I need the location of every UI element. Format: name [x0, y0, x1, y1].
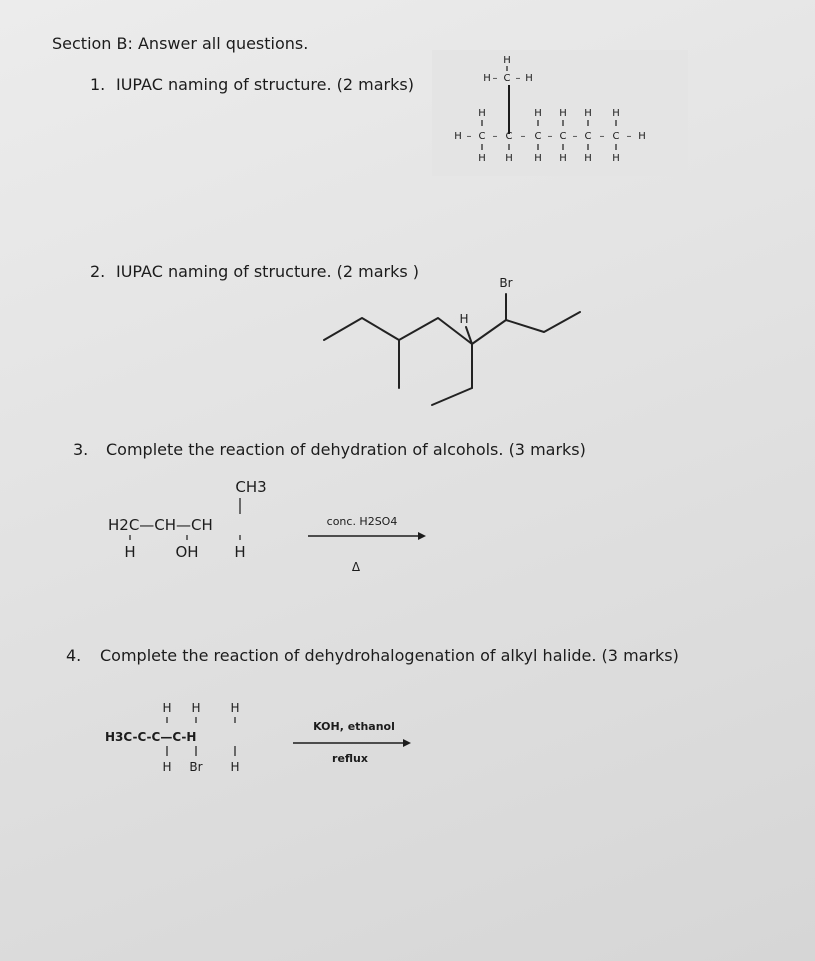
atom-h: H — [483, 73, 491, 84]
bottom-h: H — [162, 760, 172, 774]
bond-dash: – — [492, 131, 498, 142]
bond-dash: – — [492, 73, 498, 84]
question-4-reaction — [95, 696, 425, 796]
atom-c: C — [503, 73, 511, 84]
question-3-reaction — [100, 470, 440, 580]
bond-dash: – — [547, 131, 553, 142]
alcohol-chain: H2C—CH—CH — [108, 516, 213, 534]
atom-h: H — [638, 131, 646, 142]
arrow-head-icon — [403, 739, 411, 747]
question-1-text: IUPAC naming of structure. (2 marks) — [116, 75, 414, 94]
atom-h: H — [534, 108, 542, 119]
atom-h: H — [612, 108, 620, 119]
top-h: H — [162, 701, 172, 715]
h-label: H — [459, 312, 469, 326]
atom-h: H — [612, 153, 620, 164]
arrow-head-icon — [418, 532, 426, 540]
atom-h: H — [559, 153, 567, 164]
atom-h: H — [503, 55, 511, 66]
atom-c: C — [505, 131, 513, 142]
atom-h: H — [525, 73, 533, 84]
substituent-oh: OH — [175, 543, 199, 561]
atom-c: C — [534, 131, 542, 142]
bond-dash: – — [572, 131, 578, 142]
atom-h: H — [478, 153, 486, 164]
br-label: Br — [499, 276, 513, 290]
bond-dash: – — [599, 131, 605, 142]
top-h: H — [230, 701, 240, 715]
atom-h: H — [584, 108, 592, 119]
alkyl-halide-chain: H3C-C-C—C-H — [105, 730, 197, 744]
atom-c: C — [559, 131, 567, 142]
atom-h: H — [584, 153, 592, 164]
substituent-h: H — [234, 543, 246, 561]
atom-h: H — [454, 131, 462, 142]
ch3-group: CH3 — [235, 478, 267, 496]
question-3-number: 3. — [73, 440, 89, 459]
atom-c: C — [584, 131, 592, 142]
section-title: Section B: Answer all questions. — [52, 34, 309, 53]
question-3-text: Complete the reaction of dehydration of alcohols. (3 marks) — [106, 440, 586, 459]
atom-h: H — [505, 153, 513, 164]
question-4-number: 4. — [66, 646, 82, 665]
bottom-br: Br — [189, 760, 203, 774]
question-4-text: Complete the reaction of dehydrohalogenation of alkyl halide. (3 marks) — [100, 646, 679, 665]
question-2-skeletal-structure — [310, 270, 610, 420]
heat-condition: Δ — [351, 560, 361, 574]
question-2-number: 2. — [90, 262, 106, 281]
bond-dash: – — [626, 131, 632, 142]
atom-c: C — [478, 131, 486, 142]
condition-label: reflux — [332, 752, 368, 765]
substituent-h: H — [124, 543, 136, 561]
atom-h: H — [534, 153, 542, 164]
bottom-h: H — [230, 760, 240, 774]
bond-dash: – — [520, 131, 526, 142]
atom-c: C — [612, 131, 620, 142]
bond-dash: – — [466, 131, 472, 142]
atom-h: H — [478, 108, 486, 119]
question-1-structure — [430, 48, 690, 178]
reagent-label: KOH, ethanol — [313, 720, 395, 733]
bond-dash: – — [515, 73, 521, 84]
atom-h: H — [559, 108, 567, 119]
reagent-label: conc. H2SO4 — [326, 515, 398, 528]
top-h: H — [191, 701, 201, 715]
question-1-number: 1. — [90, 75, 106, 94]
question-2-text: IUPAC naming of structure. (2 marks ) — [116, 262, 420, 281]
